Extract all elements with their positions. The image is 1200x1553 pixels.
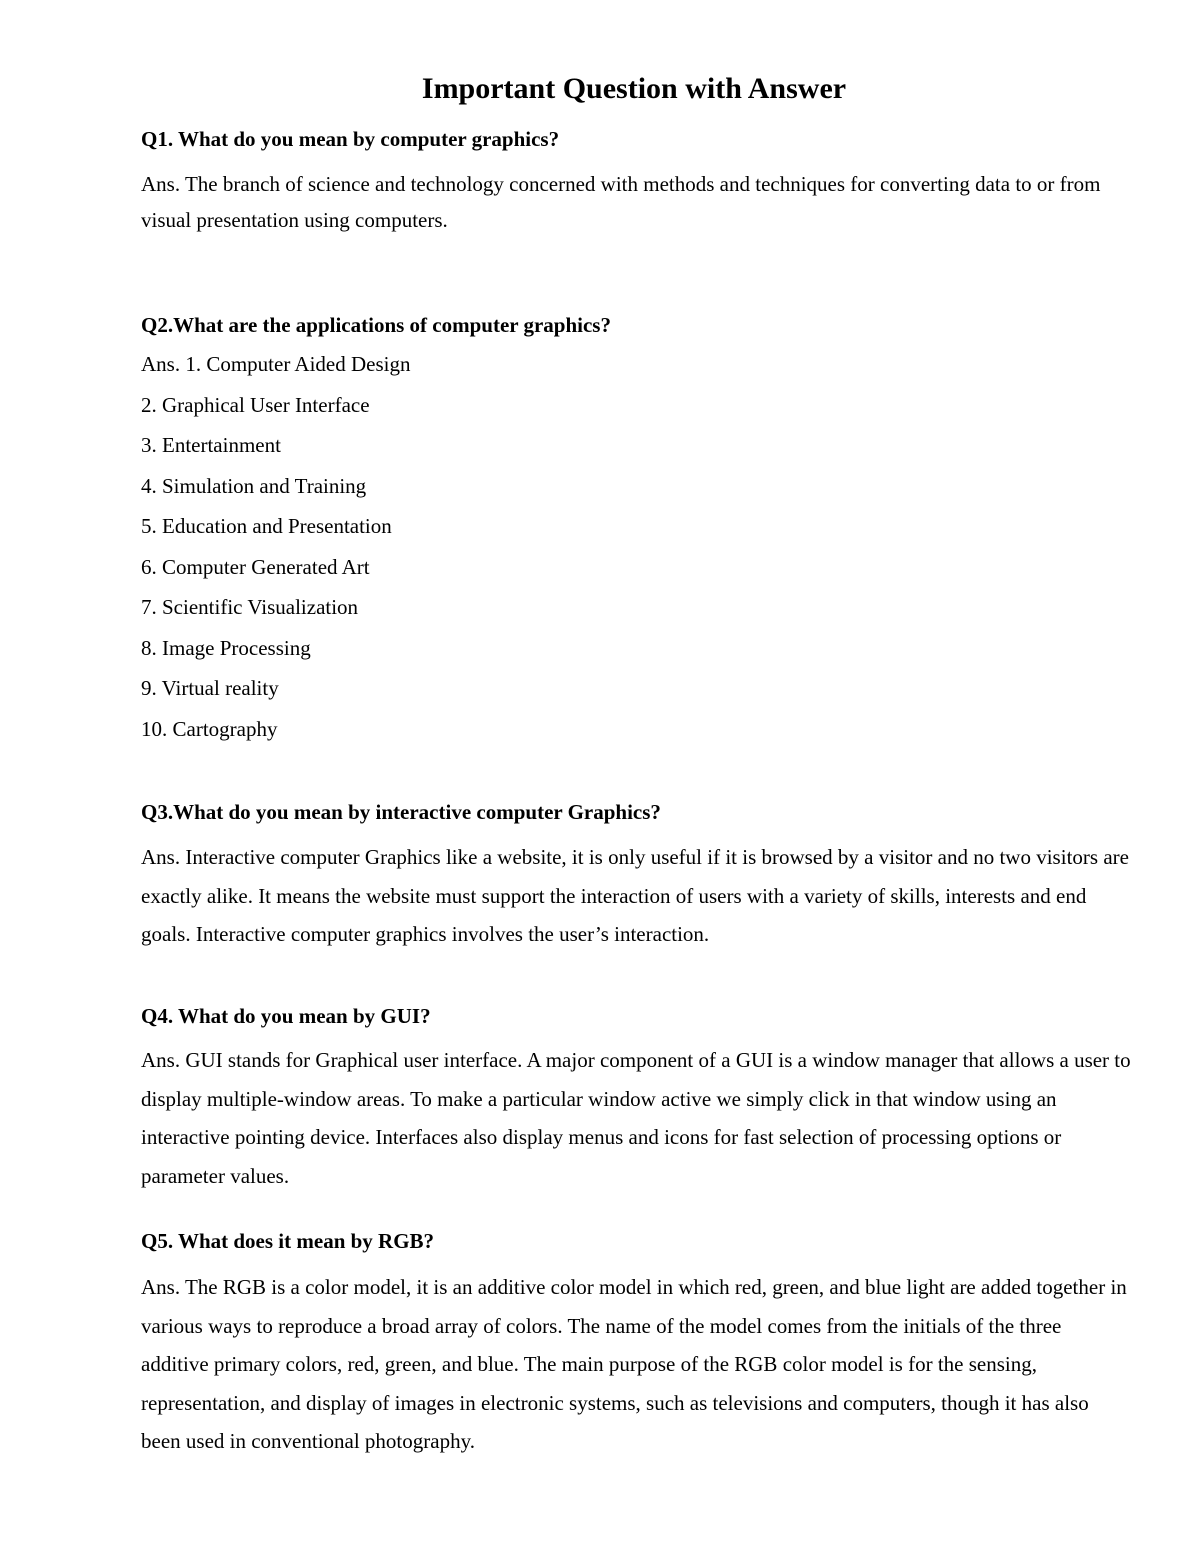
q1-block [141, 126, 1131, 152]
q3-block [141, 799, 1131, 825]
q2-block [141, 312, 1131, 338]
q4-answer: Ans. GUI stands for Graphical user interface. A major component of a GUI is a window manager that allows a user to display multiple-window areas. To make a particular window active we simply click in that window using an interactive pointing device. Interfaces also display menus and icons for fast selection of processing options or parameter values. [141, 1048, 1131, 1188]
q3-question: Q3.What do you mean by interactive computer Graphics? [141, 800, 661, 824]
q2-list-item: 8. Image Processing [141, 636, 311, 660]
q2-list-item: 10. Cartography [141, 717, 278, 741]
q5-block [141, 1228, 1131, 1254]
q2-list-item: Ans. 1. Computer Aided Design [141, 352, 411, 376]
page-title: Important Question with Answer [421, 72, 847, 105]
q1-question: Q1. What do you mean by computer graphics? [141, 127, 560, 151]
q2-list-item: 3. Entertainment [141, 433, 281, 457]
q2-list-item: 4. Simulation and Training [141, 474, 367, 498]
q2-list-item: 6. Computer Generated Art [141, 555, 370, 579]
q1-answer: Ans. The branch of science and technology concerned with methods and techniques for converting data to or from visual presentation using computers. [141, 172, 1101, 232]
q2-list-item: 7. Scientific Visualization [141, 595, 359, 619]
q5-answer: Ans. The RGB is a color model, it is an additive color model in which red, green, and blue light are added together in various ways to reproduce a broad array of colors. The name of the model comes from the initials of the three additive primary colors, red, green, and blue. The main purpose of the RGB color model is for the sensing, representation, and display of images in electronic systems, such as televisions and computers, though it has also been used in conventional photography. [141, 1275, 1127, 1453]
q2-list-item: 2. Graphical User Interface [141, 393, 370, 417]
q5-question: Q5. What does it mean by RGB? [141, 1229, 435, 1253]
q2-list-item: 9. Virtual reality [141, 676, 279, 700]
q4-answer-block [141, 1041, 1131, 1195]
q3-answer: Ans. Interactive computer Graphics like a website, it is only useful if it is browsed by a visitor and no two visitors are exactly alike. It means the website must support the interaction of users with a variety of skills, interests and end goals. Interactive computer graphics involves the user’s interaction. [141, 845, 1129, 946]
q2-list-item: 5. Education and Presentation [141, 514, 392, 538]
q2-question: Q2.What are the applications of computer graphics? [141, 313, 611, 337]
q3-answer-block [141, 838, 1131, 954]
q4-block [141, 1003, 1131, 1029]
q1-answer-block [141, 166, 1131, 238]
q5-answer-block [141, 1268, 1131, 1461]
q4-question: Q4. What do you mean by GUI? [141, 1004, 431, 1028]
